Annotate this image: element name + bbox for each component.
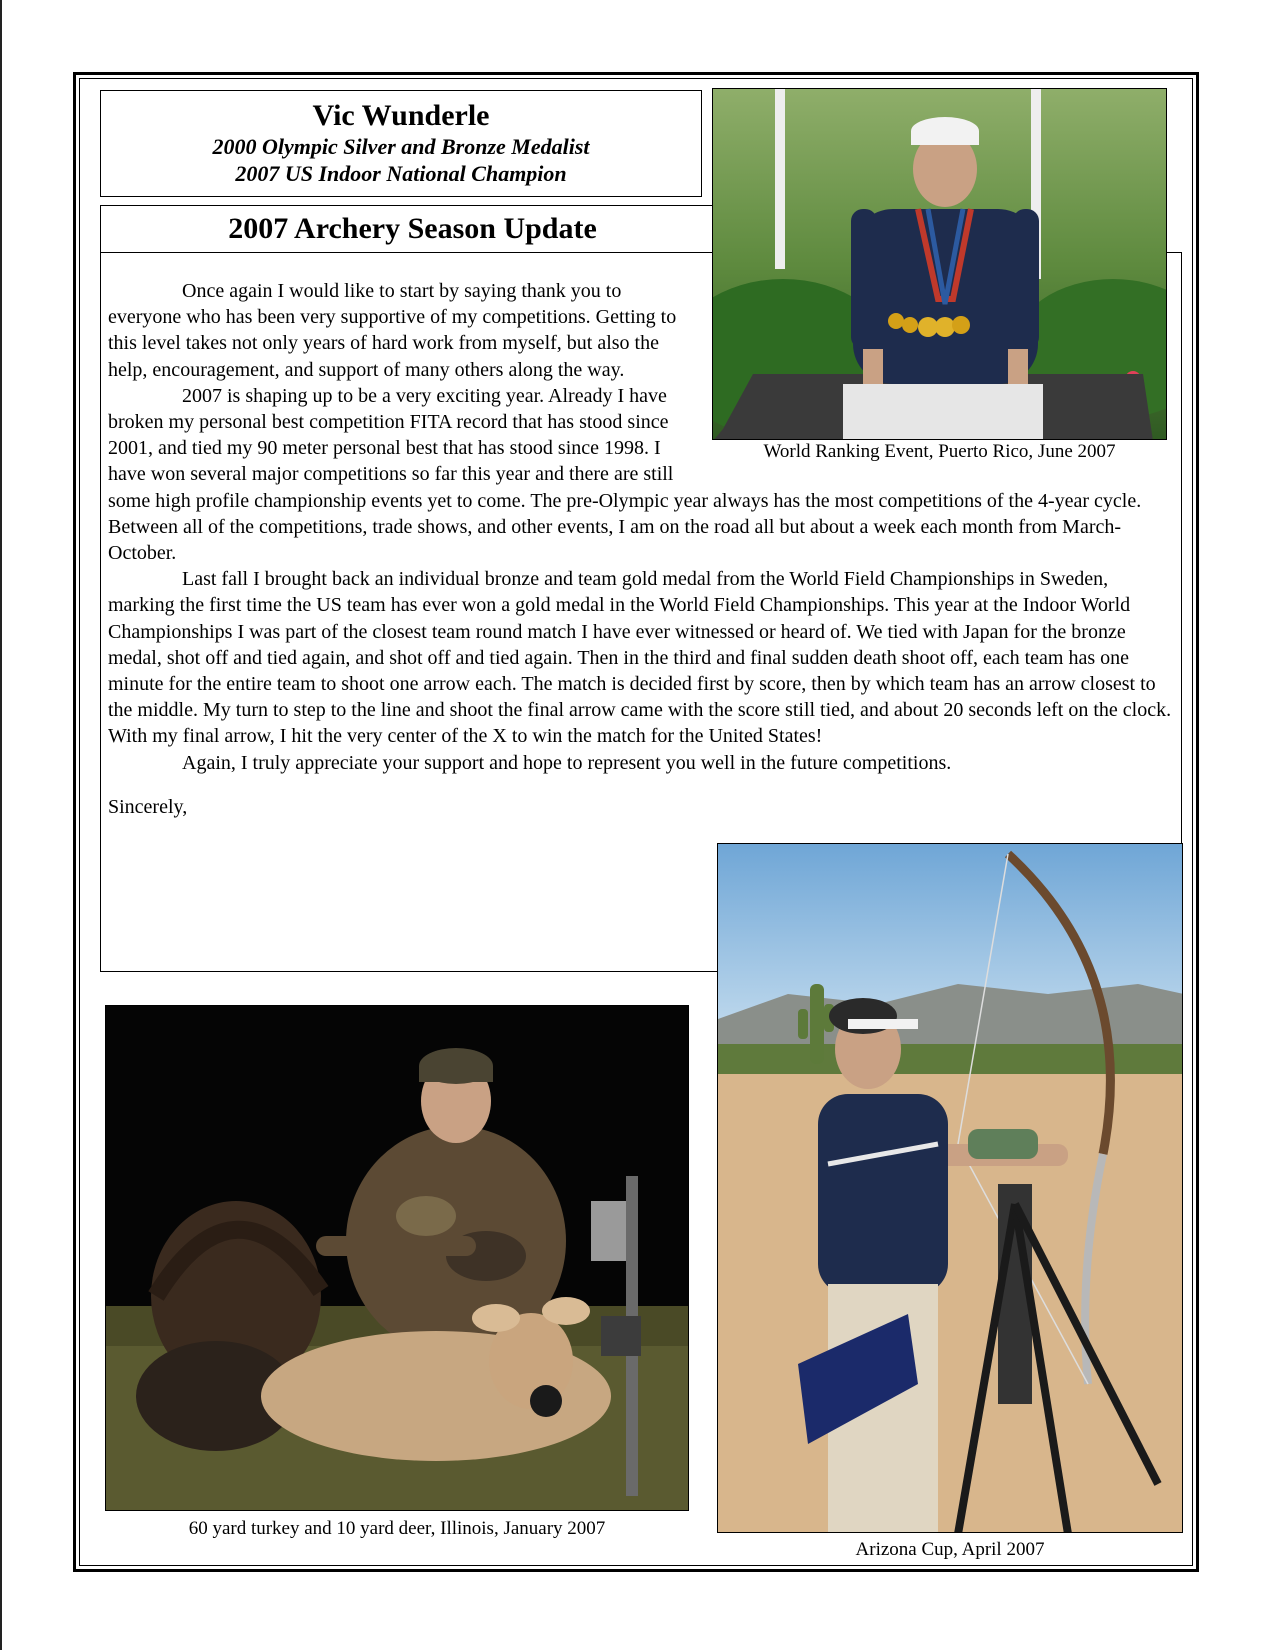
paragraph-season: 2007 is shaping up to be a very exciting year. Already I have broken my personal best competition FITA record that has stood since 2001, and tied my 90 meter personal best that has stood since 1998. I have won several major competitions so far this year and there are still some high profile championship events yet to come. The pre-Olympic year always has the most competitions of the 4-year cycle. Between all of the competitions, trade shows, and other events, I am on the road all but about a week each month from March-October. <box>108 384 1142 565</box>
photo-illinois <box>105 1005 689 1511</box>
caption-illinois: 60 yard turkey and 10 yard deer, Illinois, January 2007 <box>188 1518 606 1539</box>
athlete-subtitle-olympic: 2000 Olympic Silver and Bronze Medalist <box>212 134 590 159</box>
caption-puerto-rico: World Ranking Event, Puerto Rico, June 2007 <box>763 441 1116 462</box>
article-title: 2007 Archery Season Update <box>100 205 725 253</box>
header-box <box>100 90 702 197</box>
athlete-name: Vic Wunderle <box>312 99 490 132</box>
paragraph-championships: Last fall I brought back an individual bronze and team gold medal from the World Field Championships in Sweden, marking the first time the US team has ever won a gold medal in the World Field Championships. This year at the Indoor World Championships I was part of the closest team round match I have ever witnessed or heard of. We tied with Japan for the bronze medal, shot off and tied again, and shot off and tied again. Then in the third and final sudden death shoot off, each team has one minute for the entire team to shoot one arrow each. The match is decided first by score, then by which team has an arrow closest to the middle. My turn to step to the line and shoot the final arrow came with the score still tied, and about 20 seconds left on the clock. With my final arrow, I hit the very center of the X to win the match for the United States! <box>108 568 1172 748</box>
photo-puerto-rico <box>712 88 1167 440</box>
athlete-subtitle-national: 2007 US Indoor National Champion <box>235 161 567 186</box>
page-edge <box>0 0 2 1650</box>
photo-arizona <box>717 843 1183 1533</box>
signoff: Sincerely, <box>108 795 188 818</box>
caption-arizona: Arizona Cup, April 2007 <box>855 1539 1045 1560</box>
paragraph-thanks: Once again I would like to start by saying thank you to everyone who has been very supportive of my competitions. Getting to this level takes not only years of hard work from myself, but also the help, encouragement, and support of many others along the way. <box>108 280 677 381</box>
paragraph-closing: Again, I truly appreciate your support and hope to represent you well in the future competitions. <box>182 751 952 774</box>
